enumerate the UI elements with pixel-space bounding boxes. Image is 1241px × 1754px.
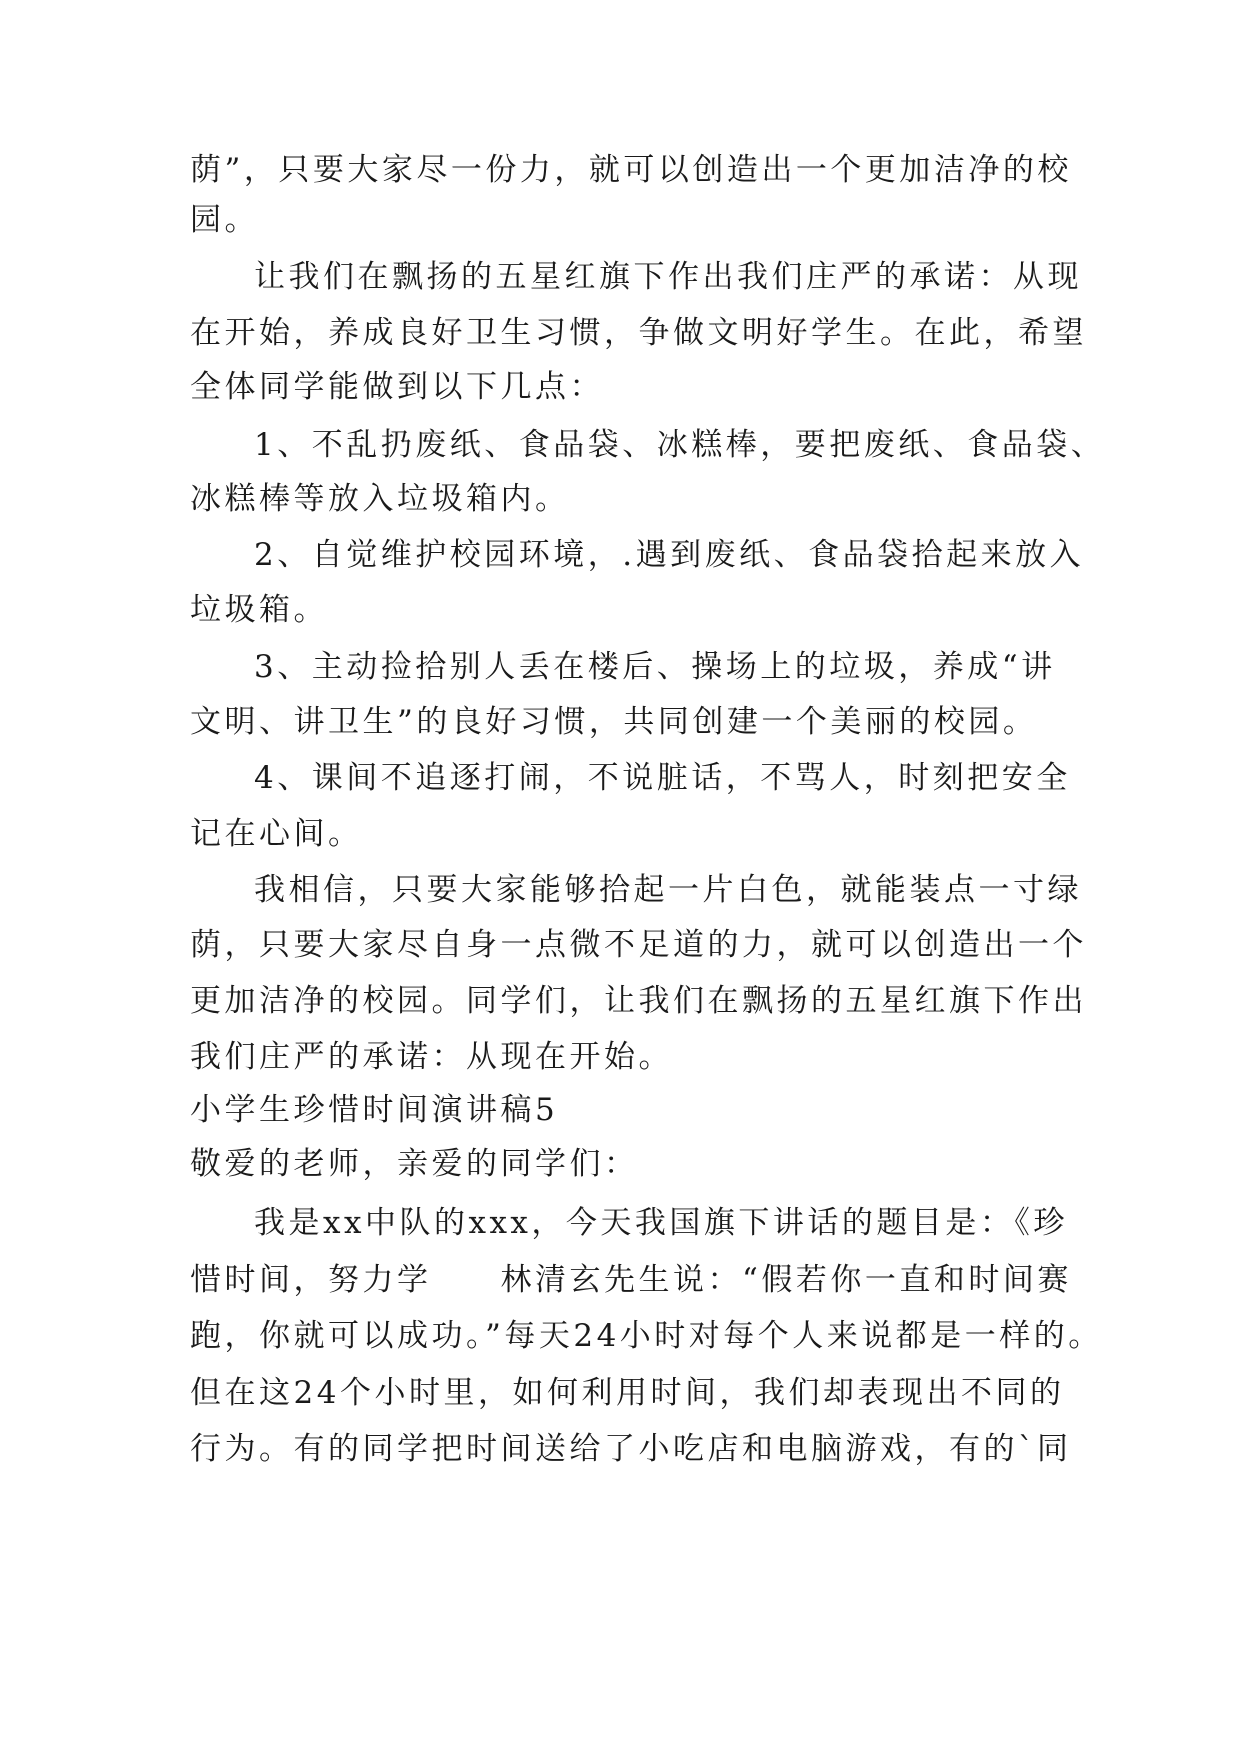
text-line: 园。	[190, 202, 259, 238]
paragraph-start: 我是xx中队的xxx，今天我国旗下讲话的题目是：《珍	[254, 1205, 1068, 1241]
salutation: 敬爱的老师，亲爱的同学们：	[190, 1146, 639, 1182]
text-line: 垃圾箱。	[190, 592, 328, 628]
text-line: 行为。有的同学把时间送给了小吃店和电脑游戏，有的`同	[190, 1431, 1072, 1467]
text-line: 更加洁净的校园。同学们，让我们在飘扬的五星红旗下作出	[190, 983, 1087, 1019]
paragraph-start: 让我们在飘扬的五星红旗下作出我们庄严的承诺：从现	[254, 259, 1082, 295]
text-line: 惜时间，努力学 林清玄先生说：“假若你一直和时间赛	[190, 1262, 1072, 1298]
list-item-2: 2、自觉维护校园环境，.遇到废纸、食品袋拾起来放入	[254, 537, 1085, 573]
paragraph-start: 我相信，只要大家能够拾起一片白色，就能装点一寸绿	[254, 872, 1082, 908]
text-line: 记在心间。	[190, 816, 363, 852]
list-item-1: 1、不乱扔废纸、食品袋、冰糕棒，要把废纸、食品袋、	[254, 427, 1106, 463]
text-line: 荫”，只要大家尽一份力，就可以创造出一个更加洁净的校	[190, 152, 1072, 188]
list-item-3: 3、主动捡拾别人丢在楼后、操场上的垃圾，养成“讲	[254, 649, 1056, 685]
text-line: 跑，你就可以成功。”每天24小时对每个人来说都是一样的。	[190, 1318, 1103, 1354]
text-line: 在开始，养成良好卫生习惯，争做文明好学生。在此，希望	[190, 315, 1087, 351]
list-item-4: 4、课间不追逐打闹，不说脏话，不骂人，时刻把安全	[254, 760, 1071, 796]
section-title: 小学生珍惜时间演讲稿5	[190, 1092, 559, 1128]
text-line: 但在这24个小时里，如何利用时间，我们却表现出不同的	[190, 1375, 1065, 1411]
text-line: 冰糕棒等放入垃圾箱内。	[190, 481, 570, 517]
text-line: 全体同学能做到以下几点：	[190, 369, 604, 405]
text-line: 我们庄严的承诺：从现在开始。	[190, 1039, 673, 1075]
text-line: 文明、讲卫生”的良好习惯，共同创建一个美丽的校园。	[190, 704, 1038, 740]
text-line: 荫，只要大家尽自身一点微不足道的力，就可以创造出一个	[190, 927, 1087, 963]
